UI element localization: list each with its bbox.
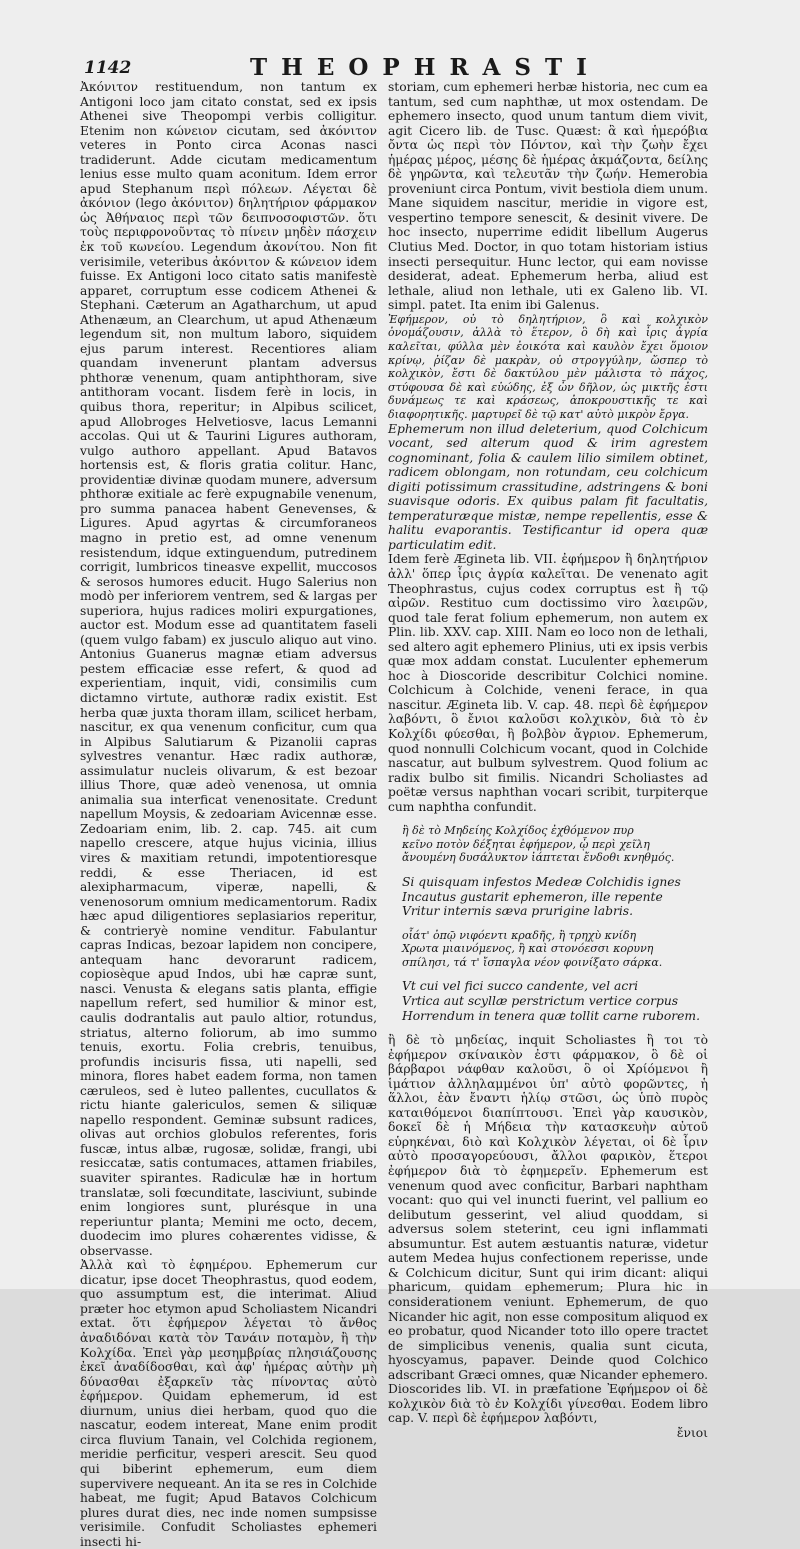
verse-line: Vrtica aut scyllæ perstrictum vertice corpus [402,994,679,1009]
page-number: 1142 [84,58,132,78]
right-column [388,80,708,1440]
nicander-latin-verse-2 [402,979,708,1023]
verse-line: Horrendum in tenera quæ tollit carne ruborem. [402,1008,700,1023]
verse-line: σπίλησι, τά τ' ἴσπαγλα νέον φοινίξατο σάρκα. [402,955,663,969]
right-intro: storiam, cum ephemeri herbæ historia, nec cum ea tantum, sed cum naphthæ, ut mox ostendam. De ephemero insecto, quod unum tantum diem vivit, agit Cicero lib. de Tusc. Quæst: ἃ καὶ ἡμερόβια ὄντα ὡς περὶ τὸν Πόντον, καὶ τὴν ζωὴν ἔχει ἡμέρας μέρος, μέσης δὲ ἡμέρας ἀκμάζοντα, δείλης δὲ γηρῶντα, καὶ τελευτᾶν τὴν ζωήν. Hemerobia proveniunt circa Pontum, vivit bestiola diem unum. Mane siquidem nascitur, meridie in vigore est, vespertino tempore senescit, & desinit vivere. De hoc insecto, nuperrime edidit libellum Augerus Clutius Med. Doctor, in quo totam historiam istius insecti persequitur. Hunc lector, qui eam novisse desiderat, adeat. Ephemerum herba, aliud est lethale, aliud non lethale, uti ex Galeno lib. VI. simpl. patet. Ita enim ibi Galenus. [388,80,708,313]
verse-line: κεῖνο ποτὸν δέξηται ἐφήμερον, ᾧ περὶ χεῖλη [402,837,650,851]
catchword: ἔνιοι [676,1425,708,1440]
verse-line: Vt cui vel fici succo candente, vel acri [402,979,639,994]
right-body-2: Idem ferè Ægineta lib. VII. ἐφήμερον ἢ δηλητήριον ἀλλ' ὅπερ ἶρις ἀγρία καλεῖται. De venenato agit Theophrastus, cujus codex corruptus est ἢ τῷ αἰρῶν. Restituo cum doctissimo viro λαειρῶν, quod tale ferat folium ephemerum, non autem ex Plin. lib. XXV. cap. XIII. Nam eo loco non de lethali, sed altero agit ephemero Plinius, uti ex ipsis verbis quæ mox addam constat. Luculenter ephemerum hoc à Dioscoride describitur Colchici nomine. Colchicum à Colchide, veneni ferace, in qua nascitur. Ægineta lib. V. cap. 48. περὶ δὲ ἐφήμερον λαβόντι, ὃ ἔνιοι καλοῦσι κολχικὸν, διὰ τὸ ἐν Κολχίδι φύεσθαι, ἢ βολβὸν ἄγριον. Ephemerum, quod nonnulli Colchicum vocant, quod in Colchide nascatur, aut bulbum sylvestrem. Quod folium ac radix bulbo sit fimilis. Nicandri Scholiastes ad poëtæ versus naphthan vocari scribit, turpiterque cum naphtha confundit. [388,552,708,814]
verse-line: ἢ δὲ τὸ Μηδείης Κολχίδος ἐχθόμενον πυρ [402,824,634,838]
verse-line: Si quisquam infestos Medeæ Colchidis ignes [402,875,681,890]
verse-line: Χρωτα μιαινόμενος, ἢ καὶ στονόεσσι κορυνη [402,942,654,956]
galen-latin-quote: Ephemerum non illud deleterium, quod Colchicum vocant, sed alterum quod & irim agrestem cognominant, folia & caulem lilio similem obtinet, radicem oblongam, non rotundam, ceu colchicum digiti potissimum crassitudine, adstringens & boni suavisque odoris. Ex quibus palam fit facultatis, temperaturæque mistæ, nempe repellentis, esse & halitu evaporantis. Testificantur id opera quæ particulatim edit. [388,421,708,552]
nicander-latin-verse-1 [402,875,708,919]
running-title: THEOPHRASTI [250,54,601,81]
verse-line: Vritur internis sæva prurigine labris. [402,904,633,919]
left-column [80,80,377,1549]
page-header [0,50,800,80]
verse-line: ἄνουμένη δυσάλυκτον ἰάπτεται ἔνδοθι κνηθμός. [402,851,675,865]
nicander-greek-verse-1 [402,824,708,865]
galen-greek-quote: Ἐφήμερον, οὐ τὸ δηλητήριον, ὃ καὶ κολχικὸν ὀνομάζουσιν, ἀλλὰ τὸ ἕτερον, ὃ δὴ καὶ ἶρις ἀγρία καλεῖται, φύλλα μὲν ἐοικότα καὶ καυλὸν ἔχει ὅμοιον κρίνῳ, ῥίζαν δὲ μακρὰν, οὐ στρογγύλην, ὥσπερ τὸ κολχικὸν, ἔστι δὲ δακτύλου μὲν μάλιστα τὸ πάχος, στύφουσα δὲ καὶ εὐώδης, ἐξ ὧν δῆλον, ὡς μικτῆς ἐστι δυνάμεως τε καὶ κράσεως, ἀποκρουστικῆς τε καὶ διαφορητικῆς. μαρτυρεῖ δὲ τῷ κατ' αὐτὸ μικρὸν ἔργα. [388,312,708,421]
right-body-3: ἢ δὲ τὸ μηδείας, inquit Scholiastes ἢ τοι τὸ ἐφήμερον σκίναικὸν ἐστι φάρμακον, ὃ δὲ οἱ βάρβαροι νάφθαν καλοῦσι, ὃ οἱ Χρίόμενοι ἢ ἱμάτιον ἀλληλαμμένοι ὑπ' αὐτὸ φορῶντες, ἡ ἅλλοι, ἐὰν ἔναντι ἡλίῳ στῶσι, ὡς ὑπὸ πυρὸς καταιθόμενοι διαπίπτουσι. Ἐπεὶ γὰρ καυσικὸν, δοκεῖ δὲ ἡ Μήδεια τὴν κατασκευὴν αὐτοῦ εὑρηκέναι, διὸ καὶ Κολχικὸν λέγεται, οἱ δὲ ἶριν αὐτὸ προσαγορεύουσι, ἄλλοι φαρικὸν, ἕτεροι ἐφήμερον διὰ τὸ ἐφημερεῖν. Ephemerum est venenum quod avec conficitur, Barbari naphtham vocant: quo qui vel inuncti fuerint, vel pallium eo delibutum gesserint, vel aliud quoddam, si adversus solem steterint, ceu igni inflammati absumuntur. Est autem æstuantis naturæ, videtur autem Medea hujus confectionem reperisse, unde & Colchicum dicitur, Sunt qui irim dicant: aliqui pharicum, quidam ephemerum; Plura hic in considerationem veniunt. Ephemerum, de quo Nicander hic agit, non esse compositum aliquod ex eo probatur, quod Nicander toto illo opere tractet de simplicibus venenis, qualia sunt cicuta, hyoscyamus, papaver. Deinde quod Colchico adscribant Græci omnes, quæ Nicander ephemero. Dioscorides lib. VI. in præfatione Ἐφήμερον οἱ δὲ κολχικὸν διὰ τὸ ἐν Κολχίδι γίνεσθαι. Eodem libro cap. V. περὶ δὲ ἐφήμερον λαβόντι, [388,1033,708,1426]
left-paragraph-1: Ἀκόνιτον restituendum, non tantum ex Antigoni loco jam citato constat, sed ex ipsis Athenei sive Theopompi verbis colligitur. Etenim non κώνειον cicutam, sed ἀκόνιτον veteres in Ponto circa Aconas nasci tradiderunt. Adde cicutam medicamentum lenius esse multo quam aconitum. Idem error apud Stephanum περὶ πόλεων. Λέγεται δὲ ἀκόνιον (lego ἀκόνιτον) δηλητήριον φάρμακον ὡς Ἀθήναιος περὶ τῶν δειπνοσοφιστῶν. ὅτι τοὺς περιφρονοῦντας τὸ πίνειν μηδὲν πάσχειν ἐκ τοῦ κωνείου. Legendum ἀκονίτου. Non fit verisimile, veteribus ἀκόνιτον & κώνειον idem fuisse. Ex Antigoni loco citato satis manifestè apparet, corruptum esse codicem Athenei & Stephani. Cæterum an Agatharchum, ut apud Athenæum, an Clearchum, ut apud Athenæum legendum sit, non multum laboro, siquidem ejus parum interest. Recentiores aliam quandam invenerunt plantam adversus phthoræ venenum, quam antiphthoram, sive antithoram vocant. Iisdem ferè in locis, in quibus thora, reperitur; in Alpibus scilicet, apud Allobroges Helvetiosve, lacus Lemanni accolas. Qui ut & Taurini Ligures authoram, vulgo authoro appellant. Apud Batavos hortensis est, & floris gratia colitur. Hanc, providentiæ divinæ quodam munere, adversum phthoræ exitiale ac ferè expugnabile venenum, pro summa panacea habent Genevenses, & Ligures. Apud agyrtas & circumforaneos magno in pretio est, ad omne venenum resistendum, idque extinguendum, putredinem corrigit, lumbricos tineasve expellit, muccosos & serosos humores educit. Hugo Salerius non modò per inferiorem ventrem, sed & largas per superiora, hujus radices moliri expurgationes, auctor est. Modum esse ad quantitatem faseli (quem vulgo fabam) ex jusculo aliquo aut vino. Antonius Guanerus magnæ etiam adversus pestem efficaciæ esse refert, & quod ad experientiam, inquit, vidi, consimilis cum dictamno virtute, authoræ radix existit. Est herba quæ juxta thoram illam, scilicet herbam, nascitur, ex qua venenum conficitur, cum qua in Alpibus Salutiarum & Pizanolii capras sylvestres venantur. Hæc radix authoræ, assimulatur nucleis olivarum, & est bezoar illius Thore, quæ adeò venenosa, ut omnia animalia sua interficat venenositate. Credunt napellum Moysis, & zedoariam Avicennæ esse. Zedoariam enim, lib. 2. cap. 745. ait cum napello crescere, atque hujus vicinia, illius vires & maxitiam retundi, impotentioresque reddi, & esse Theriacen, id est alexipharmacum, viperæ, napelli, & venenosorum omnium medicamentorum. Radix hæc apud diligentiores seplasiarios reperitur, & contrieryè nomine venditur. Fabulantur capras Indicas, bezoar lapidem non concipere, antequam hanc devorarunt radicem, copiosèque apud Indos, ubi hæ capræ sunt, nasci. Venusta & elegans satis planta, effigie napellum refert, sed humilior & minor est, caulis dodrantalis aut paulo altior, rotundus, striatus, alterno foliorum, ab imo summo tenuis, exortu. Folia crebris, tenuibus, profundis incisuris fissa, uti napelli, sed minora, flores habet eadem forma, non tamen cæruleos, sed è luteo pallentes, cucullatos & rictu hiante galericulos, semen & siliquæ napello respondent. Geminæ subsunt radices, olivas aut orchios globulos referentes, foris fuscæ, intus albæ, rugosæ, solidæ, frangi, ubi resiccatæ, satis contumaces, attamen friabiles, suaviter spirantes. Radiculæ hæ in hortum translatæ, soli fœcunditate, lasciviunt, subinde enim longiores sunt, plurésque in una reperiuntur planta; Memini me octo, decem, duodecim imo plures cohærentes vidisse, & observasse. [80,80,377,1258]
nicander-greek-verse-2 [402,929,708,970]
verse-line: Incautus gustarit ephemeron, ille repente [402,889,663,904]
left-paragraph-2: Ἀλλὰ καὶ τὸ ἐφημέρου. Ephemerum cur dicatur, ipse docet Theophrastus, quod eodem, quo assumptum est, die interimat. Aliud præter hoc etymon apud Scholiastem Nicandri extat. ὅτι ἐφήμερον λέγεται τὸ ἄνθος ἀναδιδόναι κατὰ τὸν Τανάιν ποταμὸν, ἢ τὴν Κολχίδα. Ἐπεὶ γὰρ μεσημβρίας πλησιάζουσης ἐκεῖ ἀναδίδοσθαι, καὶ ἀφ' ἡμέρας αὐτὴν μὴ δύνασθαι ἐξαρκεῖν τὰς πίνοντας αὐτὸ ἐφήμερον. Quidam ephemerum, id est diurnum, unius diei herbam, quod quo die nascatur, eodem intereat, Mane enim prodit circa fluvium Tanain, vel Colchida regionem, meridie perficitur, vesperi arescit. Seu quod qui biberint ephemerum, eum diem supervivere nequeant. An ita se res in Colchide habeat, me fugit; Apud Batavos Colchicum plures durat dies, nec inde nomen sumpsisse verisimile. Confudit Scholiastes ephemeri insecti hi- [80,1258,377,1549]
verse-line: οἷάτ' ὀπῷ νιφόεντι κραδῆς, ἢ τρηχὺ κνίδη [402,928,637,942]
